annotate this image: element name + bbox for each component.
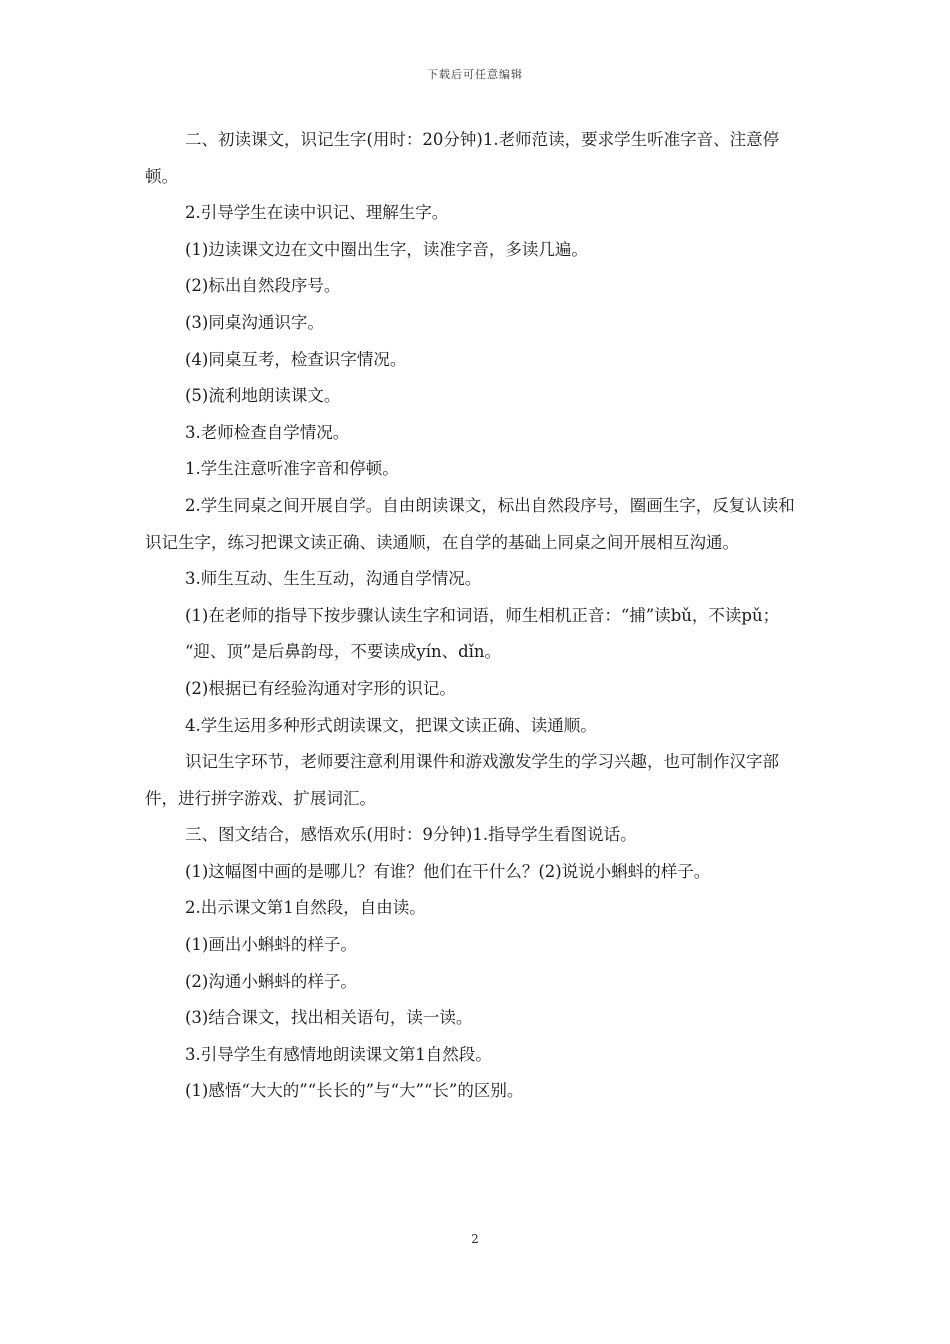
paragraph: 3.老师检查自学情况。 (185, 422, 350, 442)
paragraph: (3)结合课文，找出相关语句，读一读。 (185, 1008, 473, 1028)
paragraph: (1)感悟“大大的”“长长的”与“大”“长”的区别。 (185, 1081, 524, 1101)
paragraph: 识记生字环节，老师要注意利用课件和游戏激发学生的学习兴趣，也可制作汉字部件，进行拼字游戏、扩展词汇。 (145, 752, 779, 808)
document-body (145, 122, 810, 1110)
paragraph-section-3-heading: 三、图文结合，感悟欢乐(用时：9分钟)1.指导学生看图说话。 (185, 825, 637, 845)
paragraph: (2)标出自然段序号。 (185, 276, 341, 296)
paragraph: (4)同桌互考，检查识字情况。 (185, 349, 407, 369)
paragraph: (2)根据已有经验沟通对字形的识记。 (185, 678, 456, 698)
paragraph: (1)这幅图中画的是哪儿？有谁？他们在干什么？(2)说说小蝌蚪的样子。 (185, 861, 711, 881)
paragraph: (3)同桌沟通识字。 (185, 312, 324, 332)
paragraph-section-2-heading: 二、初读课文，识记生字(用时：20分钟)1.老师范读，要求学生听准字音、注意停顿。 (145, 130, 780, 186)
paragraph: 3.师生互动、生生互动，沟通自学情况。 (185, 569, 482, 589)
paragraph: 2.学生同桌之间开展自学。自由朗读课文，标出自然段序号，圈画生字，反复认读和识记生字，练习把课文读正确、读通顺，在自学的基础上同桌之间开展相互沟通。 (145, 495, 795, 552)
paragraph: (2)沟通小蝌蚪的样子。 (185, 971, 357, 991)
page-number: 2 (471, 1232, 479, 1246)
paragraph: 4.学生运用多种形式朗读课文，把课文读正确、读通顺。 (185, 715, 597, 735)
paragraph: (5)流利地朗读课文。 (185, 386, 341, 406)
paragraph: 2.出示课文第1自然段，自由读。 (185, 898, 426, 918)
paragraph: (1)在老师的指导下按步骤认读生字和词语，师生相机正音：“捕”读bǔ，不读pǔ； (185, 605, 780, 625)
page-header: 下载后可任意编辑 (427, 68, 523, 81)
paragraph: “迎、顶”是后鼻韵母，不要读成yín、dǐn。 (185, 642, 502, 662)
paragraph: 2.引导学生在读中识记、理解生字。 (185, 203, 449, 223)
paragraph: 3.引导学生有感情地朗读课文第1自然段。 (185, 1044, 492, 1064)
paragraph: 1.学生注意听准字音和停顿。 (185, 459, 399, 479)
paragraph: (1)边读课文边在文中圈出生字，读准字音，多读几遍。 (185, 239, 588, 259)
paragraph: (1)画出小蝌蚪的样子。 (185, 935, 357, 955)
